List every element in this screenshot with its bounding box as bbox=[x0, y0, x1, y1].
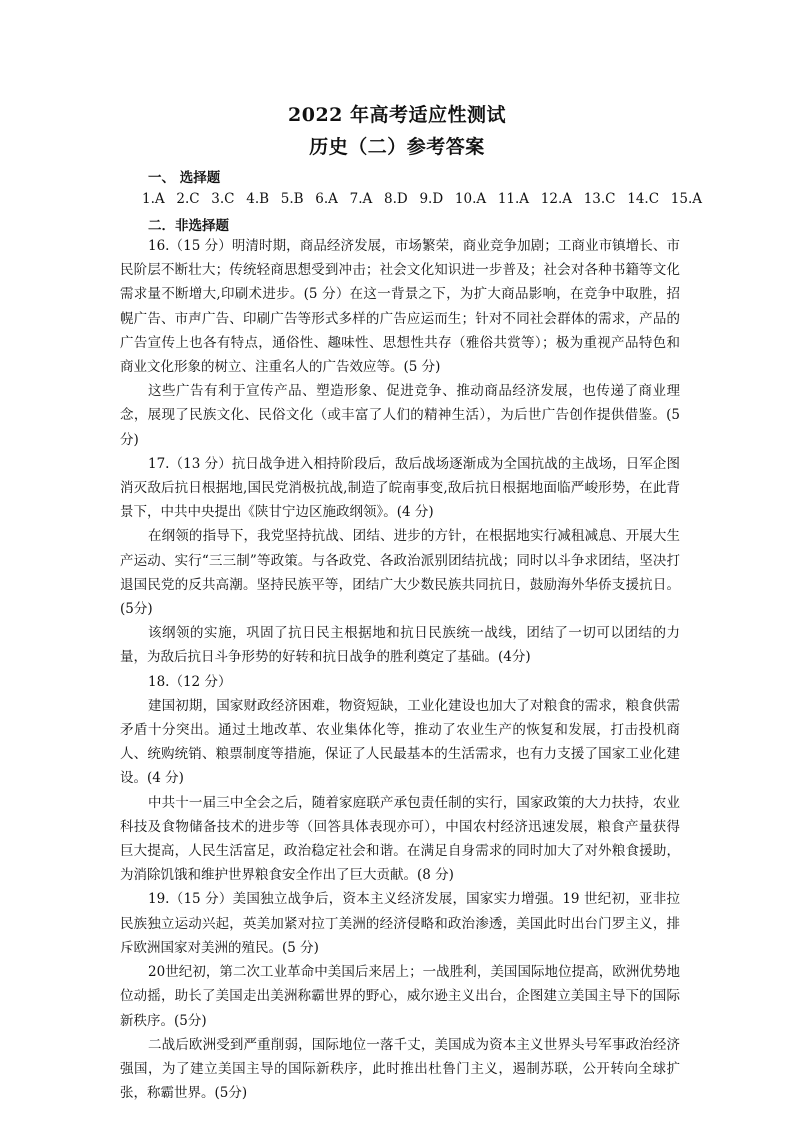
paragraph-q19-part1: 19.（15 分）美国独立战争后，资本主义经济发展，国家实力增强。19 世纪初，亚非拉民族独立运动兴起，英美加紧对拉丁美洲的经济侵略和政治渗透，美国此时出台门罗主义，排斥欧洲国家对美洲的殖民。(5 分) bbox=[120, 891, 680, 956]
answer-item: 3.C bbox=[211, 191, 235, 207]
document-subtitle: 历史（二）参考答案 bbox=[309, 136, 485, 158]
answer-item: 7.A bbox=[349, 191, 373, 207]
paragraph-q17-part3: 该纲领的实施，巩固了抗日民主根据地和抗日民族统一战线，团结了一切可以团结的力量，为敌后抗日斗争形势的好转和抗日战争的胜利奠定了基础。(4分) bbox=[120, 625, 680, 666]
answer-item: 10.A bbox=[454, 191, 487, 207]
answer-item: 9.D bbox=[419, 191, 444, 207]
answer-item: 13.C bbox=[583, 191, 616, 207]
paragraph-q18-part2: 中共十一届三中全会之后，随着家庭联产承包责任制的实行，国家政策的大力扶持，农业科技及食物储备技术的进步等（回答具体表现亦可），中国农村经济迅速发展，粮食产量获得巨大提高，人民生活富足，政治稳定社会和谐。在满足自身需求的同时加大了对外粮食援助，为消除饥饿和维护世界粮食安全作出了巨大贡献。(8 分) bbox=[120, 794, 680, 884]
answer-item: 2.C bbox=[176, 191, 200, 207]
answer-body bbox=[120, 234, 680, 1105]
answer-item: 12.A bbox=[540, 191, 572, 207]
answer-item: 5.B bbox=[280, 191, 304, 207]
answer-item: 11.A bbox=[497, 191, 530, 207]
paragraph-q17-part1: 17.（13 分）抗日战争进入相持阶段后，敌后战场逐渐成为全国抗战的主战场，日军企图消灭敌后抗日根据地,国民党消极抗战,制造了皖南事变,敌后抗日根据地面临严峻形势，在此背景下，中共中央提出《陕甘宁边区施政纲领》。(4 分) bbox=[120, 455, 680, 521]
paragraph-q18-heading: 18.（12 分） bbox=[148, 673, 232, 690]
choice-answers bbox=[142, 191, 702, 207]
answer-item: 1.A bbox=[142, 191, 165, 207]
section-heading-choice: 一、 选择题 bbox=[148, 170, 221, 186]
section-heading-nonchoice: 二．非选择题 bbox=[148, 218, 229, 234]
answer-item: 8.D bbox=[384, 191, 408, 207]
paragraph-q19-part2: 20世纪初，第二次工业革命中美国后来居上；一战胜利，美国国际地位提高，欧洲优势地位动摇，助长了美国走出美洲称霸世界的野心，威尔逊主义出台，企图建立美国主导下的国际新秩序。(5分) bbox=[120, 964, 680, 1029]
paragraph-q16-part2: 这些广告有利于宣传产品、塑造形象、促进竞争、推动商品经济发展，也传递了商业理念，展现了民族文化、民俗文化（或丰富了人们的精神生活），为后世广告创作提供借鉴。(5 分) bbox=[120, 383, 680, 448]
paragraph-q18-part1: 建国初期，国家财政经济困难，物资短缺，工业化建设也加大了对粮食的需求，粮食供需矛盾十分突出。通过土地改革、农业集体化等，推动了农业生产的恢复和发展，打击投机商人、统购统销、粮票制度等措施，保证了人民最基本的生活需求，也有力支援了国家工业化建设。(4 分) bbox=[120, 697, 680, 787]
answer-item: 14.C bbox=[627, 191, 660, 207]
paragraph-q16-part1: 16.（15 分）明清时期，商品经济发展，市场繁荣，商业竞争加剧；工商业市镇增长、市民阶层不断壮大；传统轻商思想受到冲击；社会文化知识进一步普及；社会对各种书籍等文化需求量不断增大,印刷术进步。(5 分）在这一背景之下，为扩大商品影响，在竞争中取胜，招幌广告、市声广告、印刷广告等形式多样的广告应运而生；针对不同社会群体的需求，产品的广告宣传上也各有特点，通俗性、趣味性、思想性共存（雅俗共赏等）；极为重视产品特色和商业文化形象的树立、注重名人的广告效应等。(5 分) bbox=[120, 238, 680, 376]
document-title: 2022 年高考适应性测试 bbox=[288, 104, 506, 126]
answer-item: 4.B bbox=[246, 191, 270, 207]
paragraph-q17-part2: 在纲领的指导下，我党坚持抗战、团结、进步的方针，在根据地实行减租减息、开展大生产运动、实行“三三制”等政策。与各政党、各政治派别团结抗战；同时以斗争求团结，坚决打退国民党的反共高潮。坚持民族平等，团结广大少数民族共同抗日，鼓励海外华侨支援抗日。(5分) bbox=[120, 528, 680, 618]
answer-item: 6.A bbox=[315, 191, 338, 207]
paragraph-q19-part3: 二战后欧洲受到严重削弱，国际地位一落千丈，美国成为资本主义世界头号军事政治经济强国，为了建立美国主导的国际新秩序，此时推出杜鲁门主义，遏制苏联，公开转向全球扩张，称霸世界。(5分) bbox=[120, 1036, 680, 1102]
answer-item: 15.A bbox=[670, 191, 702, 207]
